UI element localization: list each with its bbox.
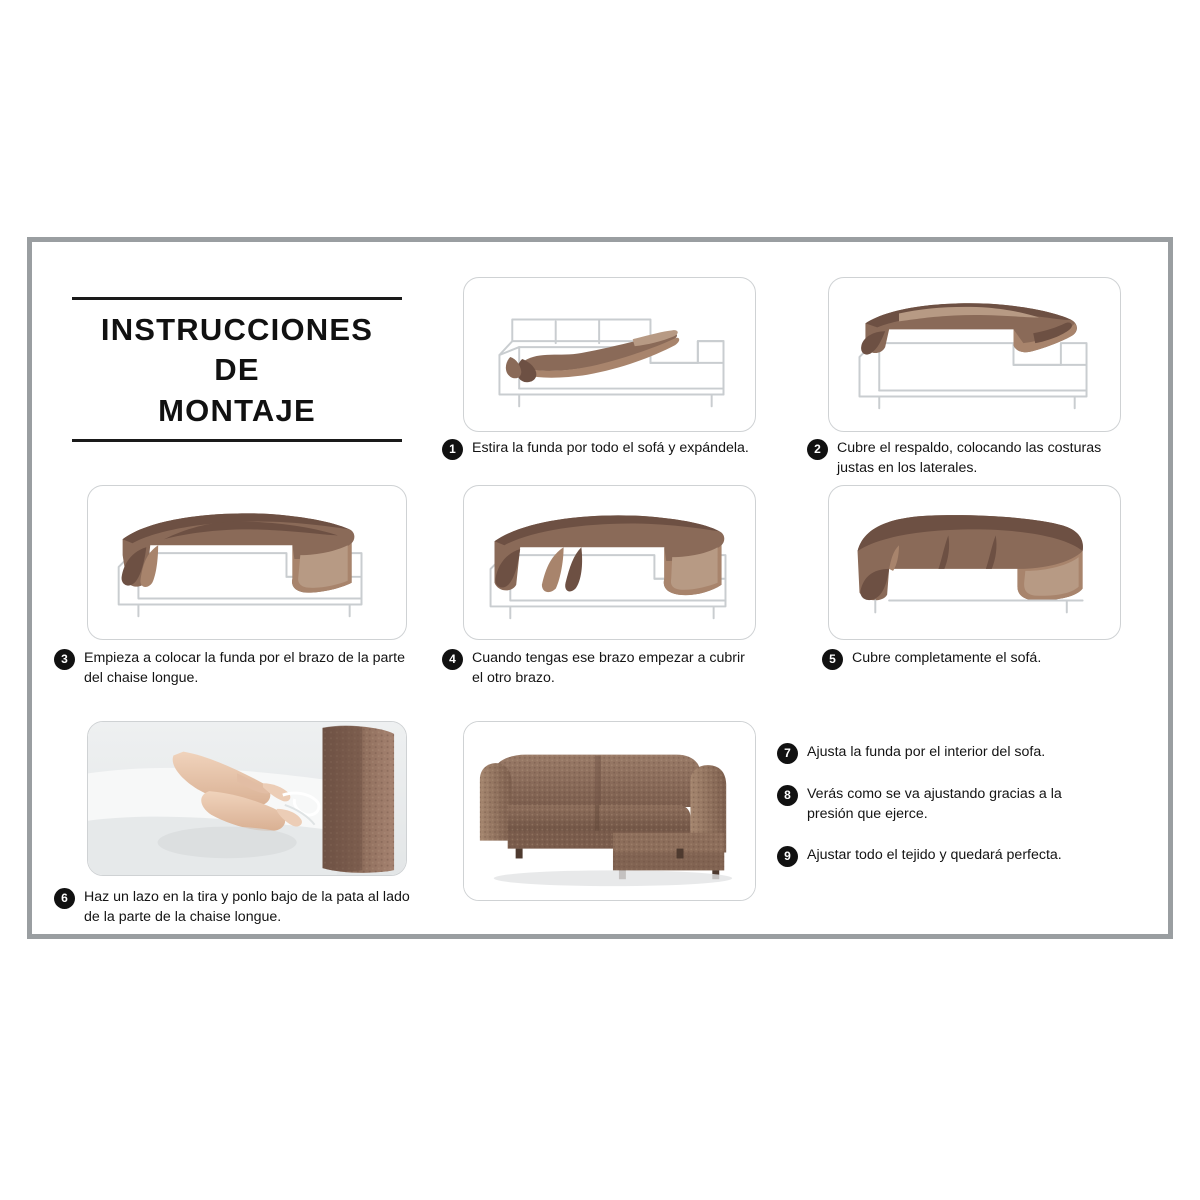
step-1-badge: 1 — [442, 439, 463, 460]
title-line-2: DE — [214, 352, 260, 388]
instruction-sheet-inner — [32, 242, 1168, 934]
step-6-badge: 6 — [54, 888, 75, 909]
step-2-badge: 2 — [807, 439, 828, 460]
step-4-text: Cuando tengas ese brazo empezar a cubrir el otro brazo. — [472, 650, 745, 687]
step-8-badge: 8 — [777, 785, 798, 806]
sofa-cover-over-other-arm-icon — [464, 486, 755, 639]
step-6-caption — [54, 887, 424, 927]
instruction-sheet-frame — [27, 237, 1173, 939]
step-6-illustration-panel — [87, 721, 407, 876]
page-title — [72, 297, 402, 442]
finished-sofa-illustration-panel — [463, 721, 756, 901]
step-8-caption — [777, 784, 1107, 824]
title-line-1: INSTRUCCIONES — [100, 312, 374, 347]
title-text — [72, 300, 402, 439]
step-4-caption — [442, 648, 757, 688]
step-7-text: Ajusta la funda por el interior del sofa. — [807, 744, 1046, 760]
step-3-illustration-panel — [87, 485, 407, 640]
step-9-badge: 9 — [777, 846, 798, 867]
step-1-caption — [442, 438, 757, 460]
step-8-text: Verás como se va ajustando gracias a la presión que ejerce. — [807, 786, 1062, 823]
step-4-badge: 4 — [442, 649, 463, 670]
step-1-illustration-panel — [463, 277, 756, 432]
step-2-illustration-panel — [828, 277, 1121, 432]
sofa-fully-covered-icon — [829, 486, 1120, 639]
step-9-caption — [777, 845, 1117, 867]
step-5-badge: 5 — [822, 649, 843, 670]
step-1-text: Estira la funda por todo el sofá y expándela. — [472, 440, 749, 456]
step-5-illustration-panel — [828, 485, 1121, 640]
step-3-caption — [54, 648, 424, 688]
sofa-outline-with-folded-cover-icon — [464, 278, 755, 431]
step-5-caption — [822, 648, 1122, 670]
step-5-text: Cubre completamente el sofá. — [852, 650, 1042, 666]
hands-tying-strap-photo-icon — [88, 722, 406, 875]
title-rule-bottom — [72, 439, 402, 442]
finished-sofa-photo-icon — [464, 722, 755, 900]
step-3-badge: 3 — [54, 649, 75, 670]
title-line-3: MONTAJE — [158, 392, 316, 428]
step-2-text: Cubre el respaldo, colocando las costuras justas en los laterales. — [837, 440, 1102, 477]
step-6-text: Haz un lazo en la tira y ponlo bajo de la pata al lado de la parte de la chaise longue. — [84, 889, 410, 926]
step-4-illustration-panel — [463, 485, 756, 640]
sofa-cover-over-chaise-arm-icon — [88, 486, 406, 639]
sofa-backrest-covered-icon — [829, 278, 1120, 431]
step-2-caption — [807, 438, 1122, 478]
step-3-text: Empieza a colocar la funda por el brazo de la parte del chaise longue. — [84, 650, 405, 687]
step-7-caption — [777, 742, 1107, 764]
step-9-text: Ajustar todo el tejido y quedará perfecta. — [807, 847, 1062, 863]
step-7-badge: 7 — [777, 743, 798, 764]
